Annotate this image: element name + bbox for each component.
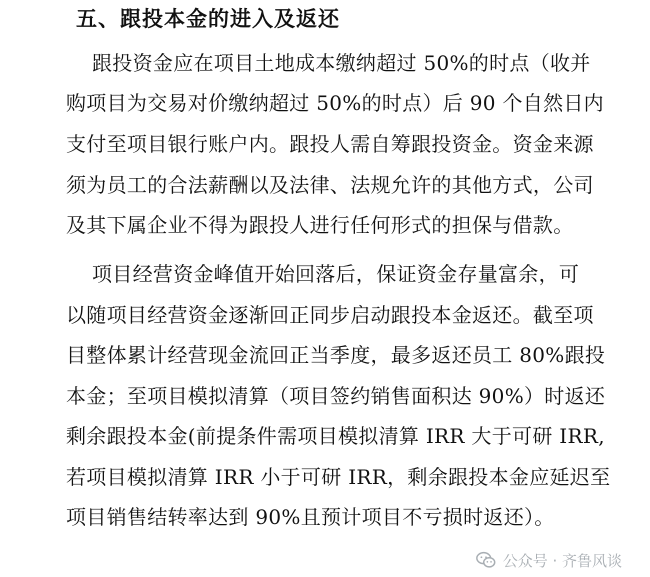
paragraph-2-line-5: 剩余跟投本金(前提条件需项目模拟清算 IRR 大于可研 IRR, bbox=[66, 424, 605, 448]
paragraph-2-line-1: 项目经营资金峰值开始回落后，保证资金存量富余，可 bbox=[92, 262, 580, 286]
watermark bbox=[475, 549, 622, 571]
paragraph-1-line-2: 购项目为交易对价缴纳超过 50%的时点）后 90 个自然日内 bbox=[66, 91, 604, 115]
watermark-text: 公众号 · 齐鲁风谈 bbox=[502, 551, 622, 570]
wechat-icon bbox=[475, 549, 497, 571]
paragraph-1-line-5: 及其下属企业不得为跟投人进行任何形式的担保与借款。 bbox=[66, 213, 574, 237]
paragraph-2-line-4: 本金；至项目模拟清算（项目签约销售面积达 90%）时返还 bbox=[66, 384, 606, 408]
paragraph-2-line-7: 项目销售结转率达到 90%且预计项目不亏损时返还）。 bbox=[66, 505, 555, 529]
paragraph-2-line-6: 若项目模拟清算 IRR 小于可研 IRR，剩余跟投本金应延迟至 bbox=[66, 465, 611, 489]
paragraph-1-line-1: 跟投资金应在项目土地成本缴纳超过 50%的时点（收并 bbox=[92, 51, 591, 75]
paragraph-2-line-3: 目整体累计经营现金流回正当季度，最多返还员工 80%跟投 bbox=[66, 343, 606, 367]
paragraph-1-line-4: 须为员工的合法薪酬以及法律、法规允许的其他方式，公司 bbox=[66, 173, 594, 197]
paragraph-2-line-2: 以随项目经营资金逐渐回正同步启动跟投本金返还。截至项 bbox=[66, 303, 594, 327]
paragraph-1-line-3: 支付至项目银行账户内。跟投人需自筹跟投资金。资金来源 bbox=[66, 132, 594, 156]
section-heading: 五、跟投本金的进入及返还 bbox=[76, 7, 340, 31]
